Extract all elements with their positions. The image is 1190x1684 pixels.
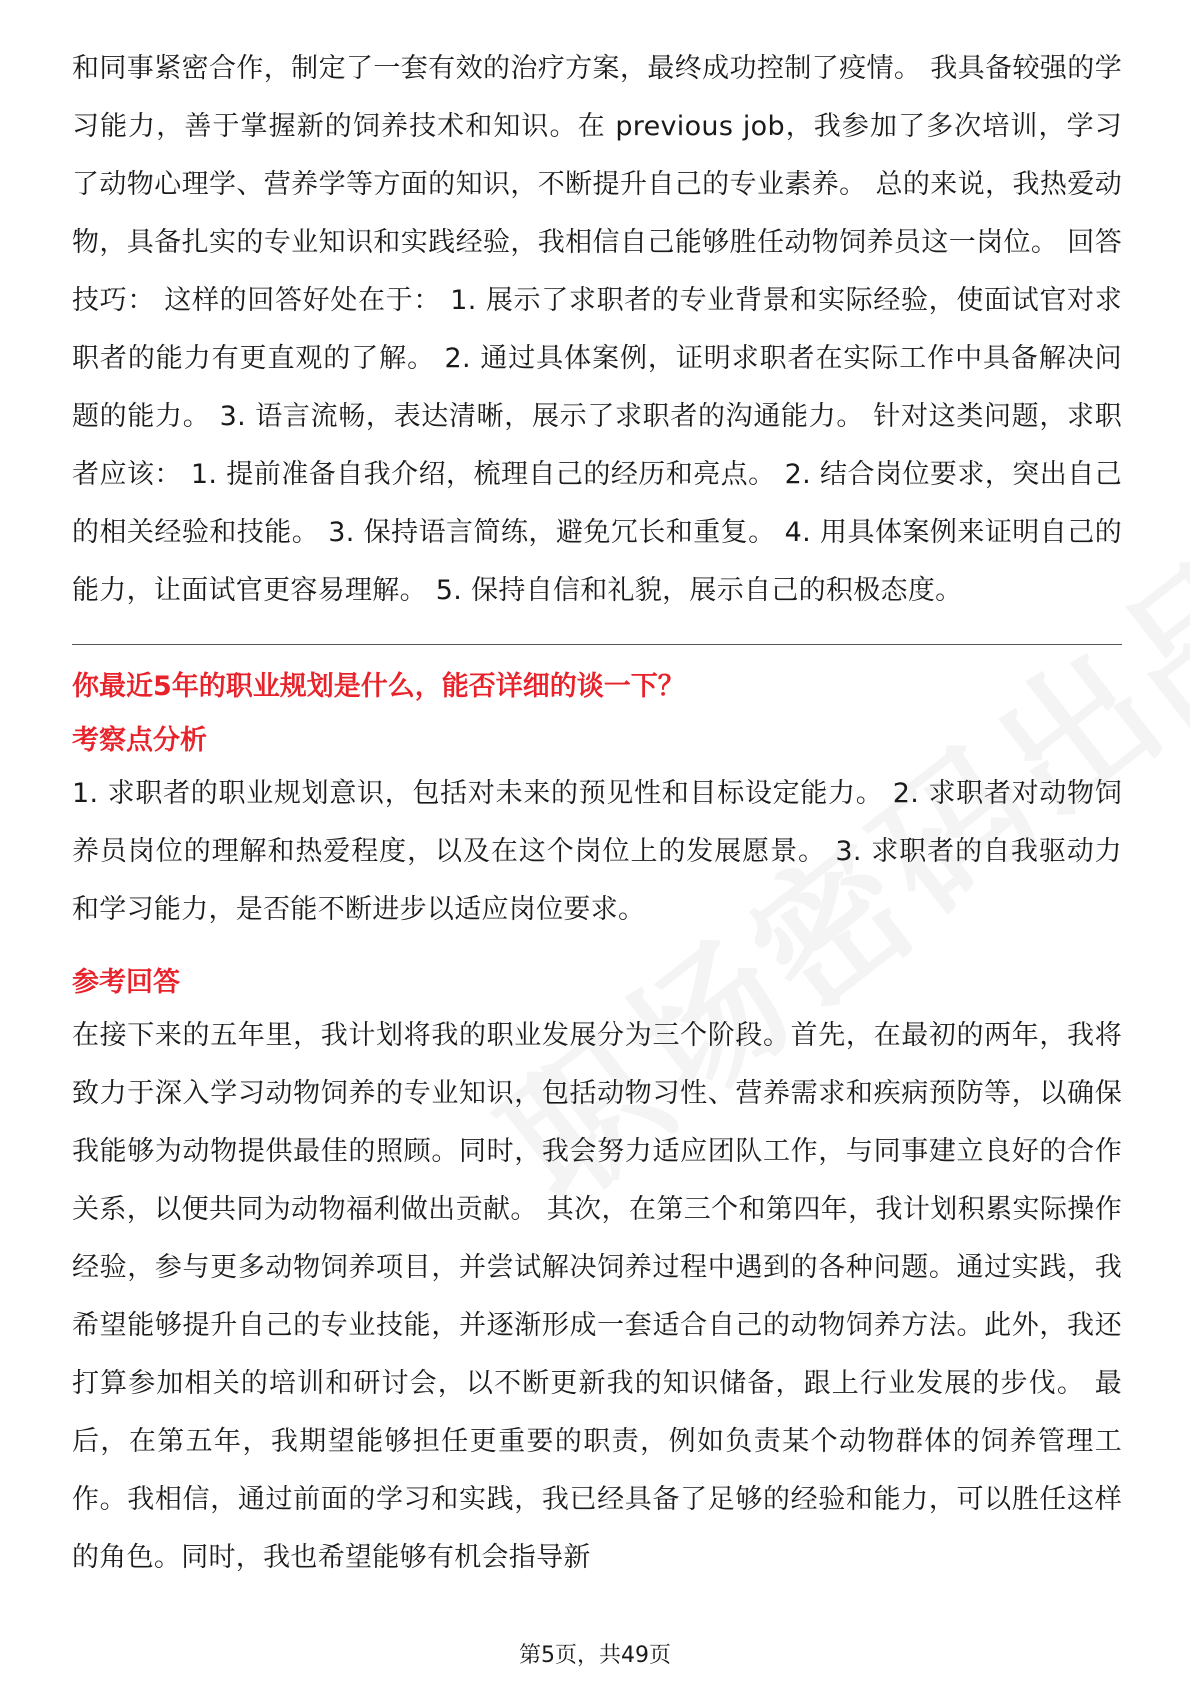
page-content bbox=[72, 40, 1122, 1587]
continued-answer-text: 和同事紧密合作，制定了一套有效的治疗方案，最终成功控制了疫情。 我具备较强的学习能力，善于掌握新的饲养技术和知识。在 previous job，我参加了多次培训，学习了动物心理学、营养学等方面的知识，不断提升自己的专业素养。 总的来说，我热爱动物，具备扎实的专业知识和实践经验，我相信自己能够胜任动物饲养员这一岗位。 回答技巧： 这样的回答好处在于： 1. 展示了求职者的专业背景和实际经验，使面试官对求职者的能力有更直观的了解。 2. 通过具体案例，证明求职者在实际工作中具备解决问题的能力。 3. 语言流畅，表达清晰，展示了求职者的沟通能力。 针对这类问题，求职者应该： 1. 提前准备自我介绍，梳理自己的经历和亮点。 2. 结合岗位要求，突出自己的相关经验和技能。 3. 保持语言简练，避免冗长和重复。 4. 用具体案例来证明自己的能力，让面试官更容易理解。 5. 保持自信和礼貌，展示自己的积极态度。 bbox=[72, 53, 1122, 606]
answer-text: 在接下来的五年里，我计划将我的职业发展分为三个阶段。首先，在最初的两年，我将致力于深入学习动物饲养的专业知识，包括动物习性、营养需求和疾病预防等，以确保我能够为动物提供最佳的照顾。同时，我会努力适应团队工作，与同事建立良好的合作关系，以便共同为动物福利做出贡献。 其次，在第三个和第四年，我计划积累实际操作经验，参与更多动物饲养项目，并尝试解决饲养过程中遇到的各种问题。通过实践，我希望能够提升自己的专业技能，并逐渐形成一套适合自己的动物饲养方法。此外，我还打算参加相关的培训和研讨会，以不断更新我的知识储备，跟上行业发展的步伐。 最后，在第五年，我期望能够担任更重要的职责，例如负责某个动物群体的饲养管理工作。我相信，通过前面的学习和实践，我已经具备了足够的经验和能力，可以胜任这样的角色。同时，我也希望能够有机会指导新 bbox=[72, 1020, 1122, 1573]
analysis-heading: 考察点分析 bbox=[72, 725, 207, 756]
page-number-footer: 第5页，共49页 bbox=[519, 1643, 671, 1668]
question-title: 你最近5年的职业规划是什么，能否详细的谈一下？ bbox=[72, 671, 685, 702]
section-divider bbox=[72, 644, 1122, 645]
answer-heading: 参考回答 bbox=[72, 967, 180, 998]
analysis-text: 1. 求职者的职业规划意识，包括对未来的预见性和目标设定能力。 2. 求职者对动物饲养员岗位的理解和热爱程度，以及在这个岗位上的发展愿景。 3. 求职者的自我驱动力和学习能力，是否能不断进步以适应岗位要求。 bbox=[72, 778, 1122, 925]
